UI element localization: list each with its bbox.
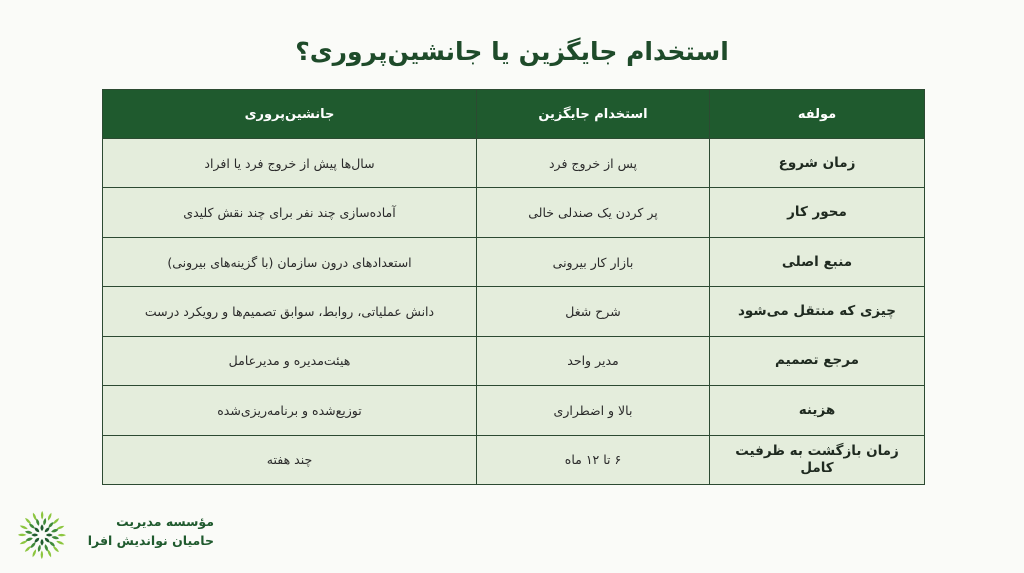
table-cell: توزیع‌شده و برنامه‌ریزی‌شده (103, 386, 477, 435)
row-label: محور کار (710, 188, 925, 237)
header-replacement-hiring: استخدام جایگزین (477, 90, 710, 139)
row-label: زمان شروع (710, 139, 925, 188)
logo-leaf (49, 541, 55, 546)
logo-leaf (53, 518, 59, 524)
logo-leaf (45, 527, 50, 532)
logo-leaf (20, 541, 28, 544)
header-component: مولفه (710, 90, 925, 139)
logo-leaf (43, 518, 46, 526)
table-cell: استعدادهای درون سازمان (با گزینه‌های بیرونی) (103, 237, 477, 286)
table-row (103, 336, 925, 385)
table-cell: دانش عملیاتی، روابط، سوابق تصمیم‌ها و رویکرد درست (103, 287, 477, 336)
logo-leaf (41, 511, 44, 520)
logo-leaf (56, 541, 64, 545)
logo-leaf (45, 544, 48, 551)
table-cell: مدیر واحد (477, 336, 710, 385)
logo-leaf (51, 536, 59, 539)
logo-leaf (34, 527, 39, 532)
logo-leaf (31, 533, 38, 536)
logo-leaf (53, 546, 59, 552)
logo-leaf (46, 533, 53, 536)
brand-line-1: مؤسسه مدیریت (116, 514, 214, 529)
table-cell: شرح شغل (477, 287, 710, 336)
logo-leaf (33, 549, 37, 557)
row-label: زمان بازگشت به ظرفیت کامل (710, 435, 925, 484)
logo-leaf (40, 524, 43, 531)
logo-leaf (48, 522, 53, 528)
comparison-table (102, 89, 925, 485)
logo-leaf (18, 534, 27, 537)
table-row (103, 435, 925, 484)
table-cell: هیئت‌مدیره و مدیرعامل (103, 336, 477, 385)
table-cell: پر کردن یک صندلی خالی (477, 188, 710, 237)
table-cell: سال‌ها پیش از خروج فرد یا افراد (103, 139, 477, 188)
logo-leaf (45, 538, 50, 543)
table-row (103, 237, 925, 286)
row-label: هزینه (710, 386, 925, 435)
leaf-mandala-logo-icon (14, 508, 70, 562)
table-cell: بازار کار بیرونی (477, 237, 710, 286)
logo-leaf (29, 524, 35, 529)
logo-leaf (57, 534, 66, 537)
logo-leaf (34, 538, 39, 543)
logo-leaf (25, 546, 31, 552)
logo-leaf (36, 519, 39, 526)
table-cell: بالا و اضطراری (477, 386, 710, 435)
logo-leaf (25, 531, 33, 534)
brand-line-2: حامیان نواندیش افرا (87, 533, 214, 548)
table-row (103, 287, 925, 336)
logo-leaf (38, 544, 41, 552)
logo-leaf (56, 526, 64, 529)
table-cell: پس از خروج فرد (477, 139, 710, 188)
logo-leaf (31, 542, 36, 548)
brand-name (74, 512, 214, 550)
table-row (103, 386, 925, 435)
logo-leaf (41, 550, 44, 559)
table-row (103, 139, 925, 188)
logo-leaf (25, 518, 31, 524)
logo-leaf (48, 549, 51, 557)
table-row (103, 188, 925, 237)
logo-leaf (20, 526, 28, 530)
table-cell: چند هفته (103, 435, 477, 484)
logo-leaf (26, 538, 33, 541)
page-title: استخدام جایگزین یا جانشین‌پروری؟ (295, 37, 729, 66)
logo-leaf (51, 529, 58, 532)
row-label: مرجع تصمیم (710, 336, 925, 385)
table-cell: ۶ تا ۱۲ ماه (477, 435, 710, 484)
table-cell: آماده‌سازی چند نفر برای چند نقش کلیدی (103, 188, 477, 237)
logo-leaf (48, 513, 52, 521)
logo-leaf (40, 539, 43, 546)
header-succession-planning: جانشین‌پروری (103, 90, 477, 139)
row-label: چیزی که منتقل می‌شود (710, 287, 925, 336)
logo-leaf (33, 513, 36, 521)
table-header-row (103, 90, 925, 139)
row-label: منبع اصلی (710, 237, 925, 286)
